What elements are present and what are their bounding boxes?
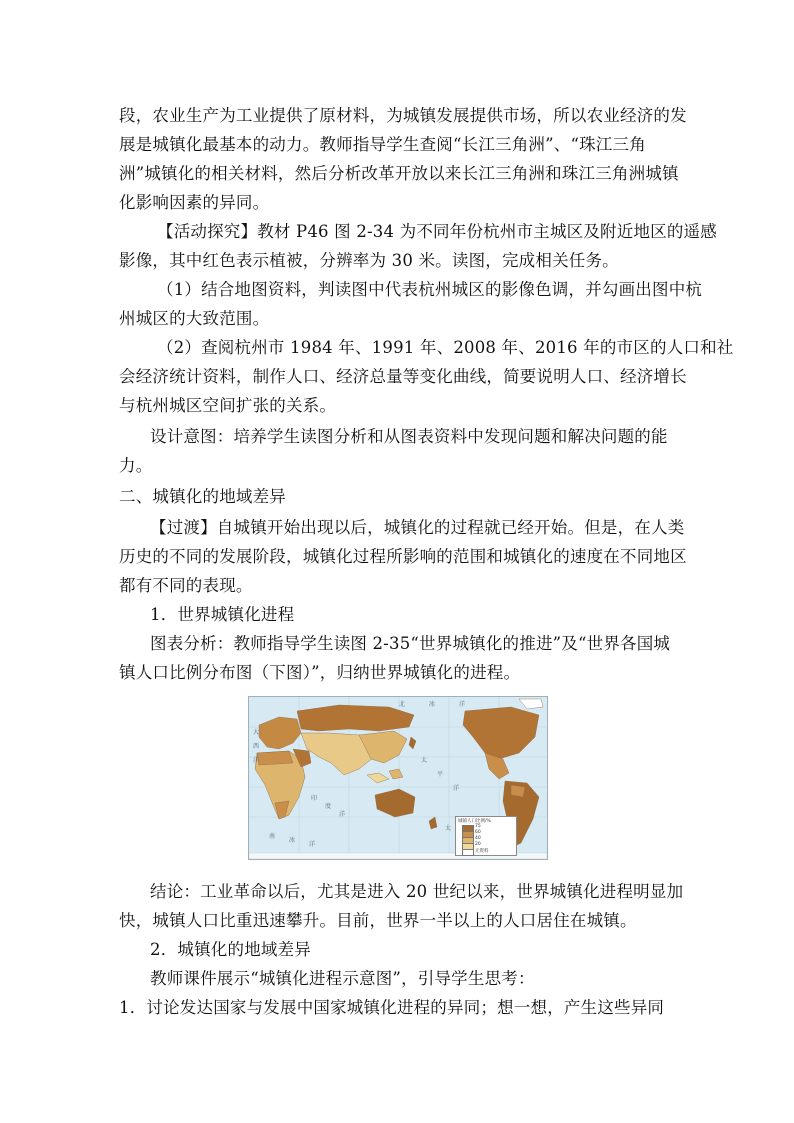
section-heading: 二、城镇化的地域差异 [119, 487, 286, 506]
ocean-label: 洋 [253, 757, 260, 764]
ocean-label: 南 [269, 833, 276, 840]
ocean-label: 冰 [429, 701, 436, 708]
question-line: 1．讨论发达国家与发展中国家城镇化进程的异同；想一想，产生这些异同 [119, 998, 665, 1017]
paragraph-line: 州城区的大致范围。 [119, 309, 270, 328]
world-urbanization-map [248, 696, 548, 860]
legend-value: 40 [475, 836, 481, 841]
legend-value: 无资料 [475, 849, 489, 854]
paragraph-line: 会经济统计资料，制作人口、经济总量等变化曲线，简要说明人口、经济增长 [119, 367, 687, 386]
ocean-label: 洋 [309, 841, 316, 848]
paragraph-line: 力。 [119, 456, 153, 475]
paragraph-line: 化影响因素的异同。 [119, 193, 270, 212]
legend-title: 城镇人口比例/% [458, 819, 491, 824]
legend-value: 60 [475, 830, 481, 835]
legend-swatch [462, 849, 474, 856]
legend-value: 75 [475, 824, 481, 829]
paragraph-line: 历史的不同的发展阶段，城镇化过程所影响的范围和城镇化的速度在不同地区 [119, 547, 687, 566]
ocean-label: 印 [311, 795, 318, 802]
chart-analysis-line: 图表分析：教师指导学生读图 2-35“世界城镇化的推进”及“世界各国城 [150, 634, 671, 653]
ocean-label: 太 [445, 825, 452, 832]
ocean-label: 太 [421, 757, 428, 764]
ocean-label: 西 [253, 743, 260, 750]
conclusion-line: 结论：工业革命以后，尤其是进入 20 世纪以来，世界城镇化进程明显加 [150, 882, 684, 901]
transition-line: 【过渡】自城镇开始出现以后，城镇化的过程就已经开始。但是，在人类 [150, 518, 685, 537]
subsection-heading: 1．世界城镇化进程 [150, 605, 295, 624]
paragraph-line: 与杭州城区空间扩张的关系。 [119, 396, 337, 415]
task-1-line: （1）结合地图资料，判读图中代表杭州城区的影像色调，并勾画出图中杭 [157, 280, 703, 299]
paragraph-line: 展是城镇化最基本的动力。教师指导学生查阅“长江三角洲”、“珠江三角 [119, 135, 646, 154]
paragraph-line: 都有不同的表现。 [119, 576, 253, 595]
paragraph-line: 教师课件展示“城镇化进程示意图”，引导学生思考： [150, 969, 535, 988]
ocean-label: 大 [253, 729, 260, 736]
paragraph-line: 镇人口比例分布图（下图）”，归纳世界城镇化的进程。 [119, 663, 521, 682]
legend-value: 20 [475, 842, 481, 847]
task-2-line: （2）查阅杭州市 1984 年、1991 年、2008 年、2016 年的市区的人口和社 [157, 338, 734, 357]
ocean-label: 冰 [289, 837, 296, 844]
paragraph-line: 洲”城镇化的相关材料，然后分析改革开放以来长江三角洲和珠江三角洲城镇 [119, 164, 679, 183]
design-intent-line: 设计意图：培养学生读图分析和从图表资料中发现问题和解决问题的能 [150, 427, 668, 446]
ocean-label: 北 [399, 701, 406, 708]
activity-heading-line: 【活动探究】教材 P46 图 2-34 为不同年份杭州市主城区及附近地区的遥感 [157, 222, 717, 241]
ocean-label: 洋 [453, 785, 460, 792]
ocean-label: 洋 [339, 811, 346, 818]
paragraph-line: 影像，其中红色表示植被，分辨率为 30 米。读图，完成相关任务。 [119, 251, 619, 270]
paragraph-line: 段，农业生产为工业提供了原材料，为城镇发展提供市场，所以农业经济的发 [119, 106, 687, 125]
subsection-heading: 2．城镇化的地域差异 [150, 940, 311, 959]
map-legend [455, 816, 517, 856]
ocean-label: 平 [437, 771, 444, 778]
ocean-label: 度 [325, 803, 332, 810]
paragraph-line: 快，城镇人口比重迅速攀升。目前，世界一半以上的人口居住在城镇。 [119, 911, 637, 930]
ocean-label: 洋 [459, 701, 466, 708]
